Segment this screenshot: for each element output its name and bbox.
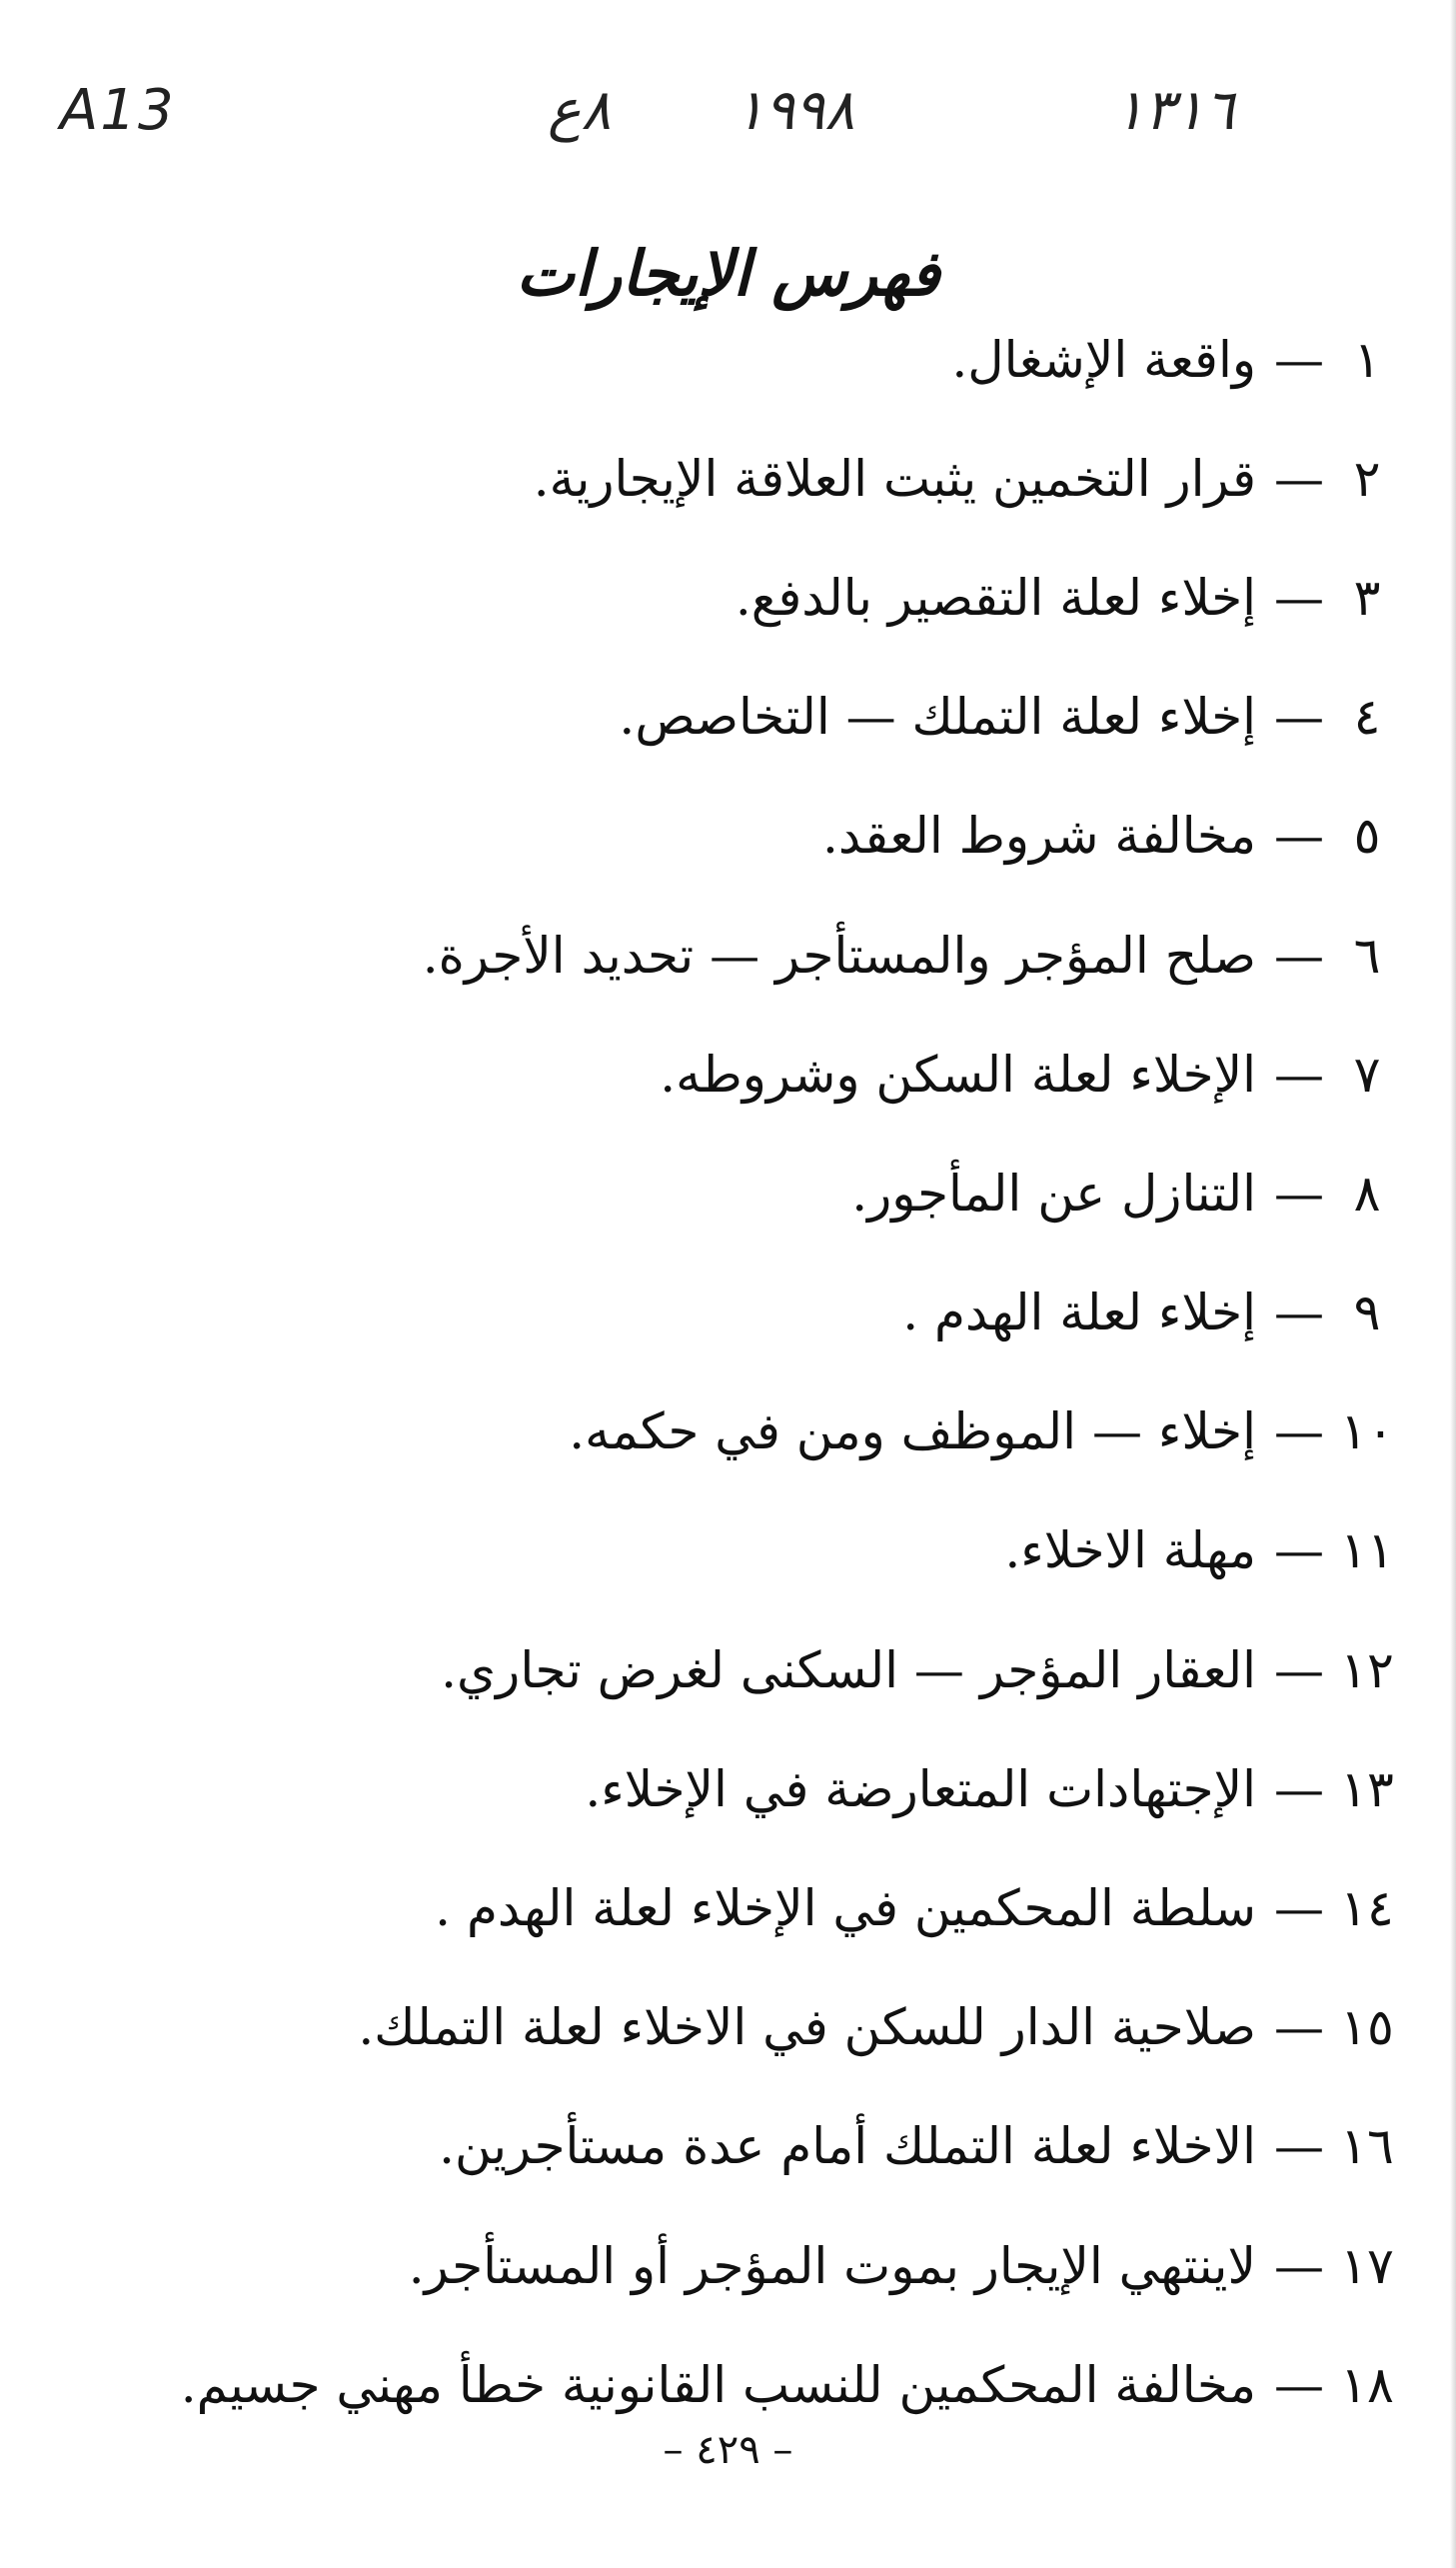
table-of-contents — [97, 300, 1396, 2444]
toc-item-text: الإخلاء لعلة السكن وشروطه. — [660, 1045, 1256, 1104]
toc-item-dash: — — [1274, 1284, 1324, 1342]
toc-item-dash: — — [1274, 807, 1324, 866]
toc-item-dash: — — [1274, 1759, 1324, 1818]
toc-item-text: قرار التخمين يثبت العلاقة الإيجارية. — [533, 449, 1256, 508]
toc-item-number: ١٨ — [1340, 2355, 1394, 2414]
toc-item-number: ١ — [1353, 330, 1381, 389]
toc-item-number: ١٠ — [1340, 1402, 1394, 1461]
page-number: – ٤٢٩ – — [663, 2427, 793, 2473]
toc-item-number: ٢ — [1353, 449, 1381, 508]
toc-item-number: ٥ — [1353, 807, 1381, 866]
toc-item-number: ١٣ — [1340, 1759, 1394, 1818]
toc-item-text: صلاحية الدار للسكن في الاخلاء لعلة التملك. — [358, 1998, 1256, 2057]
toc-item-text: إخلاء لعلة الهدم . — [902, 1284, 1256, 1342]
handwritten-number: ١٣١٦ — [1114, 78, 1235, 143]
toc-item-number: ١٦ — [1340, 2117, 1394, 2176]
toc-item — [97, 1134, 1396, 1253]
toc-item-text: إخلاء — الموظف ومن في حكمه. — [569, 1402, 1256, 1461]
toc-item-text: لاينتهي الإيجار بموت المؤجر أو المستأجر. — [408, 2236, 1256, 2295]
toc-item-text: صلح المؤجر والمستأجر — تحديد الأجرة. — [422, 926, 1256, 985]
toc-item-dash: — — [1274, 1521, 1324, 1580]
toc-item-number: ٨ — [1353, 1164, 1381, 1223]
handwritten-section-code: ٨ع — [548, 78, 612, 143]
toc-item-text: مهلة الاخلاء. — [1004, 1521, 1256, 1580]
toc-item — [97, 1254, 1396, 1372]
toc-item-number: ٩ — [1353, 1284, 1381, 1342]
toc-item — [97, 1848, 1396, 1967]
scan-edge-shadow — [1450, 0, 1456, 2568]
toc-item-dash: — — [1274, 2355, 1324, 2414]
toc-item-text: الإجتهادات المتعارضة في الإخلاء. — [585, 1759, 1256, 1818]
toc-item-dash: — — [1274, 568, 1324, 627]
toc-item — [97, 1729, 1396, 1848]
toc-item-dash: — — [1274, 1879, 1324, 1938]
toc-item-dash: — — [1274, 1164, 1324, 1223]
toc-item-dash: — — [1274, 1402, 1324, 1461]
toc-item-number: ١١ — [1340, 1521, 1394, 1580]
toc-item — [97, 2087, 1396, 2206]
toc-item-dash: — — [1274, 449, 1324, 508]
toc-item-number: ١٧ — [1340, 2236, 1394, 2295]
toc-item-text: التنازل عن المأجور. — [851, 1164, 1256, 1223]
toc-item-dash: — — [1274, 330, 1324, 389]
toc-item — [97, 658, 1396, 777]
toc-item — [97, 1015, 1396, 1134]
toc-item-dash: — — [1274, 2117, 1324, 2176]
toc-item-number: ١٤ — [1340, 1879, 1394, 1938]
toc-item-dash: — — [1274, 688, 1324, 747]
toc-item — [97, 2206, 1396, 2325]
toc-item-number: ٤ — [1353, 688, 1381, 747]
toc-item — [97, 1968, 1396, 2087]
toc-item-number: ١٥ — [1340, 1998, 1394, 2057]
toc-item — [97, 1491, 1396, 1610]
toc-item-number: ٣ — [1353, 568, 1381, 627]
toc-item — [97, 1610, 1396, 1729]
toc-item-text: الاخلاء لعلة التملك أمام عدة مستأجرين. — [439, 2117, 1256, 2176]
toc-item — [97, 538, 1396, 657]
toc-item-text: مخالفة شروط العقد. — [822, 807, 1256, 866]
page-title: فهرس الإيجارات — [516, 236, 940, 310]
toc-item-dash: — — [1274, 926, 1324, 985]
toc-item — [97, 419, 1396, 538]
toc-item-number: ٧ — [1353, 1045, 1381, 1104]
toc-item-dash: — — [1274, 1045, 1324, 1104]
toc-item-dash: — — [1274, 1998, 1324, 2057]
handwritten-reference-code: A13 — [60, 78, 176, 143]
toc-item-dash: — — [1274, 1640, 1324, 1699]
handwritten-year: ١٩٩٨ — [734, 78, 855, 143]
toc-item — [97, 300, 1396, 419]
toc-item — [97, 896, 1396, 1015]
toc-item-text: إخلاء لعلة التقصير بالدفع. — [734, 568, 1256, 627]
toc-item-text: واقعة الإشغال. — [951, 330, 1256, 389]
toc-item-number: ٦ — [1353, 926, 1381, 985]
toc-item — [97, 777, 1396, 896]
toc-item-text: العقار المؤجر — السكنى لغرض تجاري. — [441, 1640, 1256, 1699]
toc-item-text: إخلاء لعلة التملك — التخاصص. — [619, 688, 1256, 747]
toc-item-text: مخالفة المحكمين للنسب القانونية خطأ مهني جسيم. — [180, 2355, 1256, 2414]
toc-item-text: سلطة المحكمين في الإخلاء لعلة الهدم . — [435, 1879, 1256, 1938]
toc-item — [97, 1372, 1396, 1491]
toc-item-number: ١٢ — [1340, 1640, 1394, 1699]
toc-item-dash: — — [1274, 2236, 1324, 2295]
